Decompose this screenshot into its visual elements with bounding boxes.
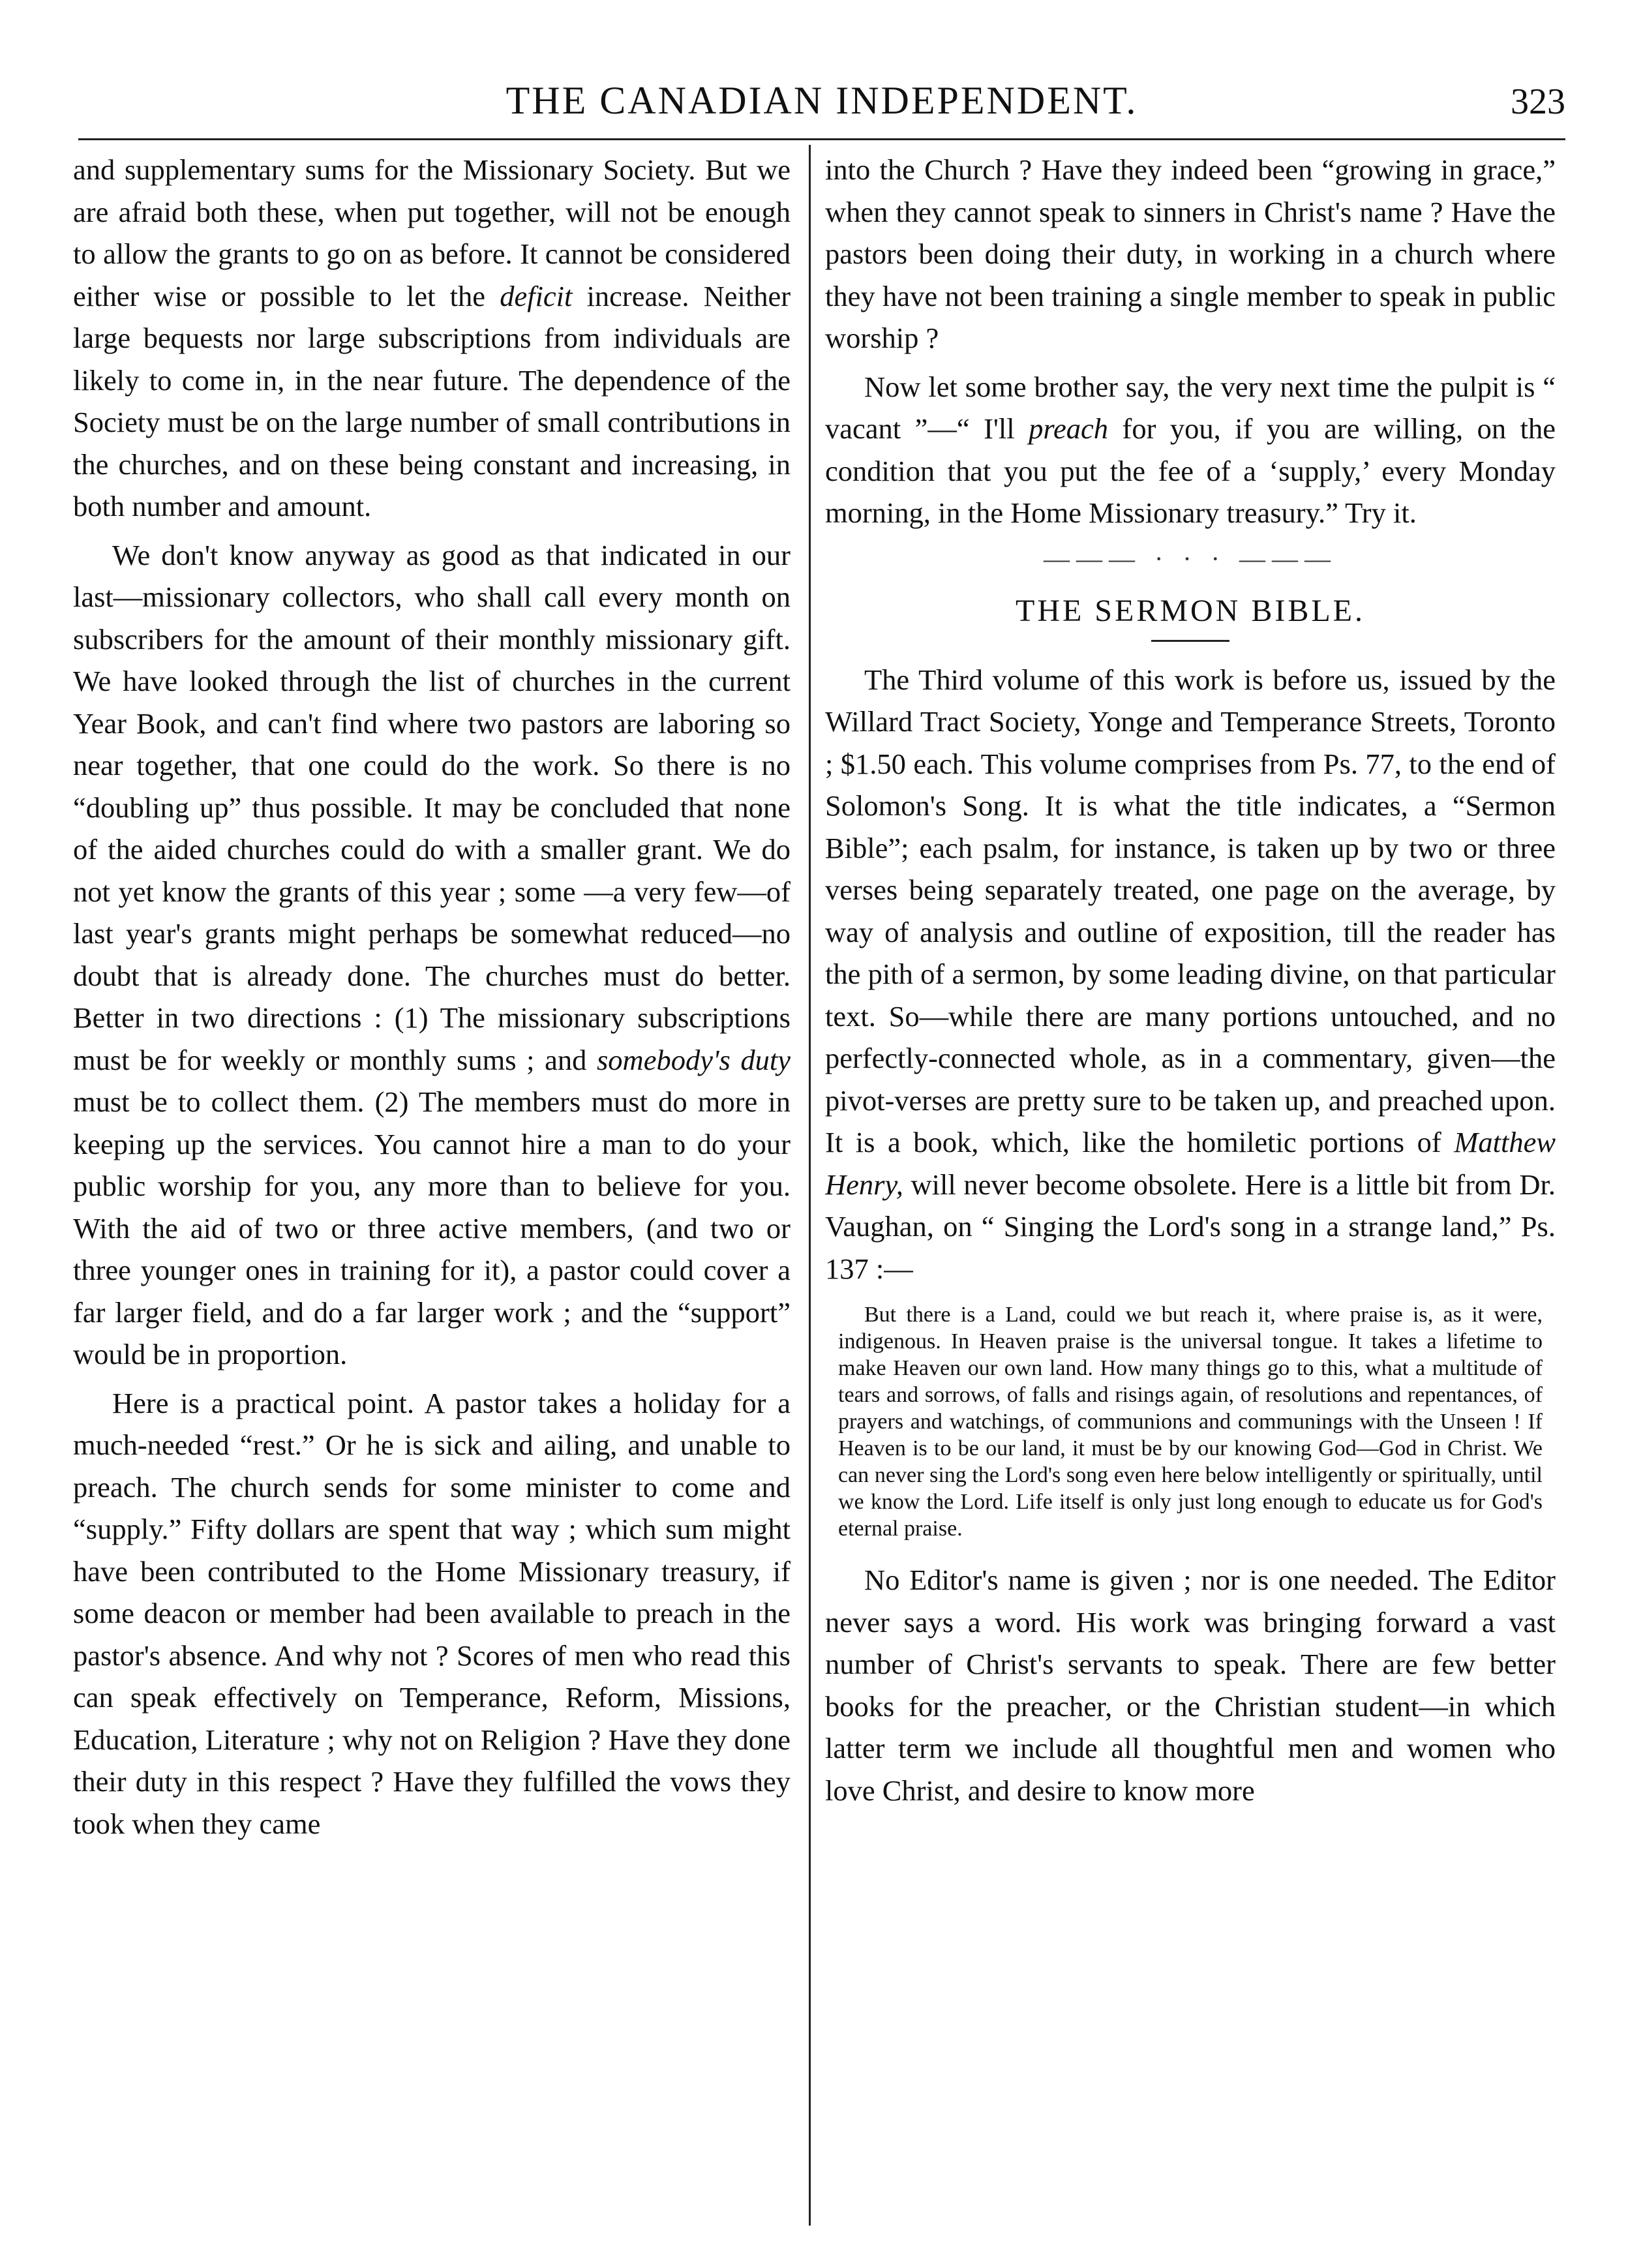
left-paragraph-2: We don't know anyway as good as that indicated in our last—missionary collectors, who shall call every month on subscribers for the amount of their monthly missionary gift. We have looked through the list of churches in the current Year Book, and can't find where two pastors are laboring so near together, that one could do the work. So there is no “doubling up” thus possible. It may be concluded that none of the aided churches could do with a smaller grant. We do not yet know the grants of this year ; some —a very few—of last year's grants might perhaps be somewhat reduced—no doubt that is already done. The churches must do better. Better in two directions : (1) The missionary subscriptions must be for weekly or monthly sums ; and somebody's duty must be to collect them. (2) The members must do more in keeping up the services. You cannot hire a man to do your public worship for you, any more than to believe for you. With the aid of two or three active members, (and two or three younger ones in training for it), a pastor could cover a far larger field, and do a far larger work ; and the “support” would be in proportion. <box>73 538 791 1370</box>
section-rule <box>1151 640 1229 642</box>
page-number: 323 <box>1511 82 1565 122</box>
right-column <box>825 149 1556 2223</box>
left-column <box>73 149 791 2223</box>
emphasis-deficit: deficit <box>500 279 573 312</box>
section-title: THE SERMON BIBLE. <box>1016 593 1365 628</box>
page-header <box>78 78 1565 137</box>
emphasis-matthew-henry: Matthew Henry, <box>825 1126 1556 1201</box>
running-title: THE CANADIAN INDEPENDENT. <box>505 79 1138 122</box>
right-paragraph-1: into the Church ? Have they indeed been “growing in grace,” when they cannot speak to sinners in Christ's name ? Have the pastors been doing their duty, in working in a church where they have not been training a single member to speak in public worship ? <box>825 153 1556 354</box>
left-paragraph-1: and supplementary sums for the Missionary Society. But we are afraid both these, when put together, will not be enough to allow the grants to go on as before. It cannot be considered either wise or possible to let the deficit increase. Neither large bequests nor large subscriptions from individuals are likely to come in, in the near future. The dependence of the Society must be on the large number of small contributions in the churches, and on these being constant and increasing, in both number and amount. <box>73 153 791 522</box>
block-quote <box>838 1301 1543 1542</box>
emphasis-preach: preach <box>1029 412 1109 445</box>
left-paragraph-3: Here is a practical point. A pastor takes a holiday for a much-needed “rest.” Or he is sick and ailing, and unable to preach. The church sends for some minister to come and “supply.” Fifty dollars are spent that way ; which sum might have been contributed to the Home Missionary treasury, if some deacon or member had been available to preach in the pastor's absence. And why not ? Scores of men who read this can speak effectively on Temperance, Reform, Missions, Education, Literature ; why not on Religion ? Have they done their duty in this respect ? Have they fulfilled the vows they took when they came <box>73 1386 791 1840</box>
right-paragraph-2: Now let some brother say, the very next time the pulpit is “ vacant ”—“ I'll preach for you, if you are willing, on the condition that you put the fee of a ‘supply,’ every Monday morning, in the Home Missionary treasury.” Try it. <box>825 370 1556 529</box>
emphasis-somebodys-duty: somebody's duty <box>596 1043 791 1076</box>
right-paragraph-3: The Third volume of this work is before us, issued by the Willard Tract Society, Yonge and Temperance Streets, Toronto ; $1.50 each. This volume comprises from Ps. 77, to the end of Solomon's Song. It is what the title indicates, a “Sermon Bible”; each psalm, for instance, is taken up by two or three verses being separately treated, one page on the average, by way of analysis and outline of exposition, till the reader has the pith of a sermon, by some leading divine, on that particular text. So—while there are many portions untouched, and no perfectly-connected whole, as in a commentary, given—the pivot-verses are pretty sure to be taken up, and preached upon. It is a book, which, like the homiletic portions of Matthew Henry, will never become obsolete. Here is a little bit from Dr. Vaughan, on “ Singing the Lord's song in a strange land,” Ps. 137 :— <box>825 663 1556 1285</box>
header-rule <box>78 138 1565 140</box>
column-divider <box>809 145 811 2226</box>
section-ornament: ——— · · · ——— <box>1044 543 1337 573</box>
quote-text: But there is a Land, could we but reach it, where praise is, as it were, indigenous. In Heaven praise is the universal tongue. It takes a lifetime to make Heaven our own land. How many things go to this, what a multitude of tears and sorrows, of falls and risings again, of resolutions and repentances, of prayers and watchings, of communions and communings with the Unseen ! If Heaven is to be our land, it must be by our knowing God—God in Christ. We can never sing the Lord's song even here below intelligently or spiritually, until we know the Lord. Life itself is only just long enough to educate us for God's eternal praise. <box>838 1303 1543 1541</box>
right-paragraph-4: No Editor's name is given ; nor is one needed. The Editor never says a word. His work was bringing forward a vast number of Christ's servants to speak. There are few better books for the preacher, or the Christian student—in which latter term we include all thoughtful men and women who love Christ, and desire to know more <box>825 1564 1556 1807</box>
